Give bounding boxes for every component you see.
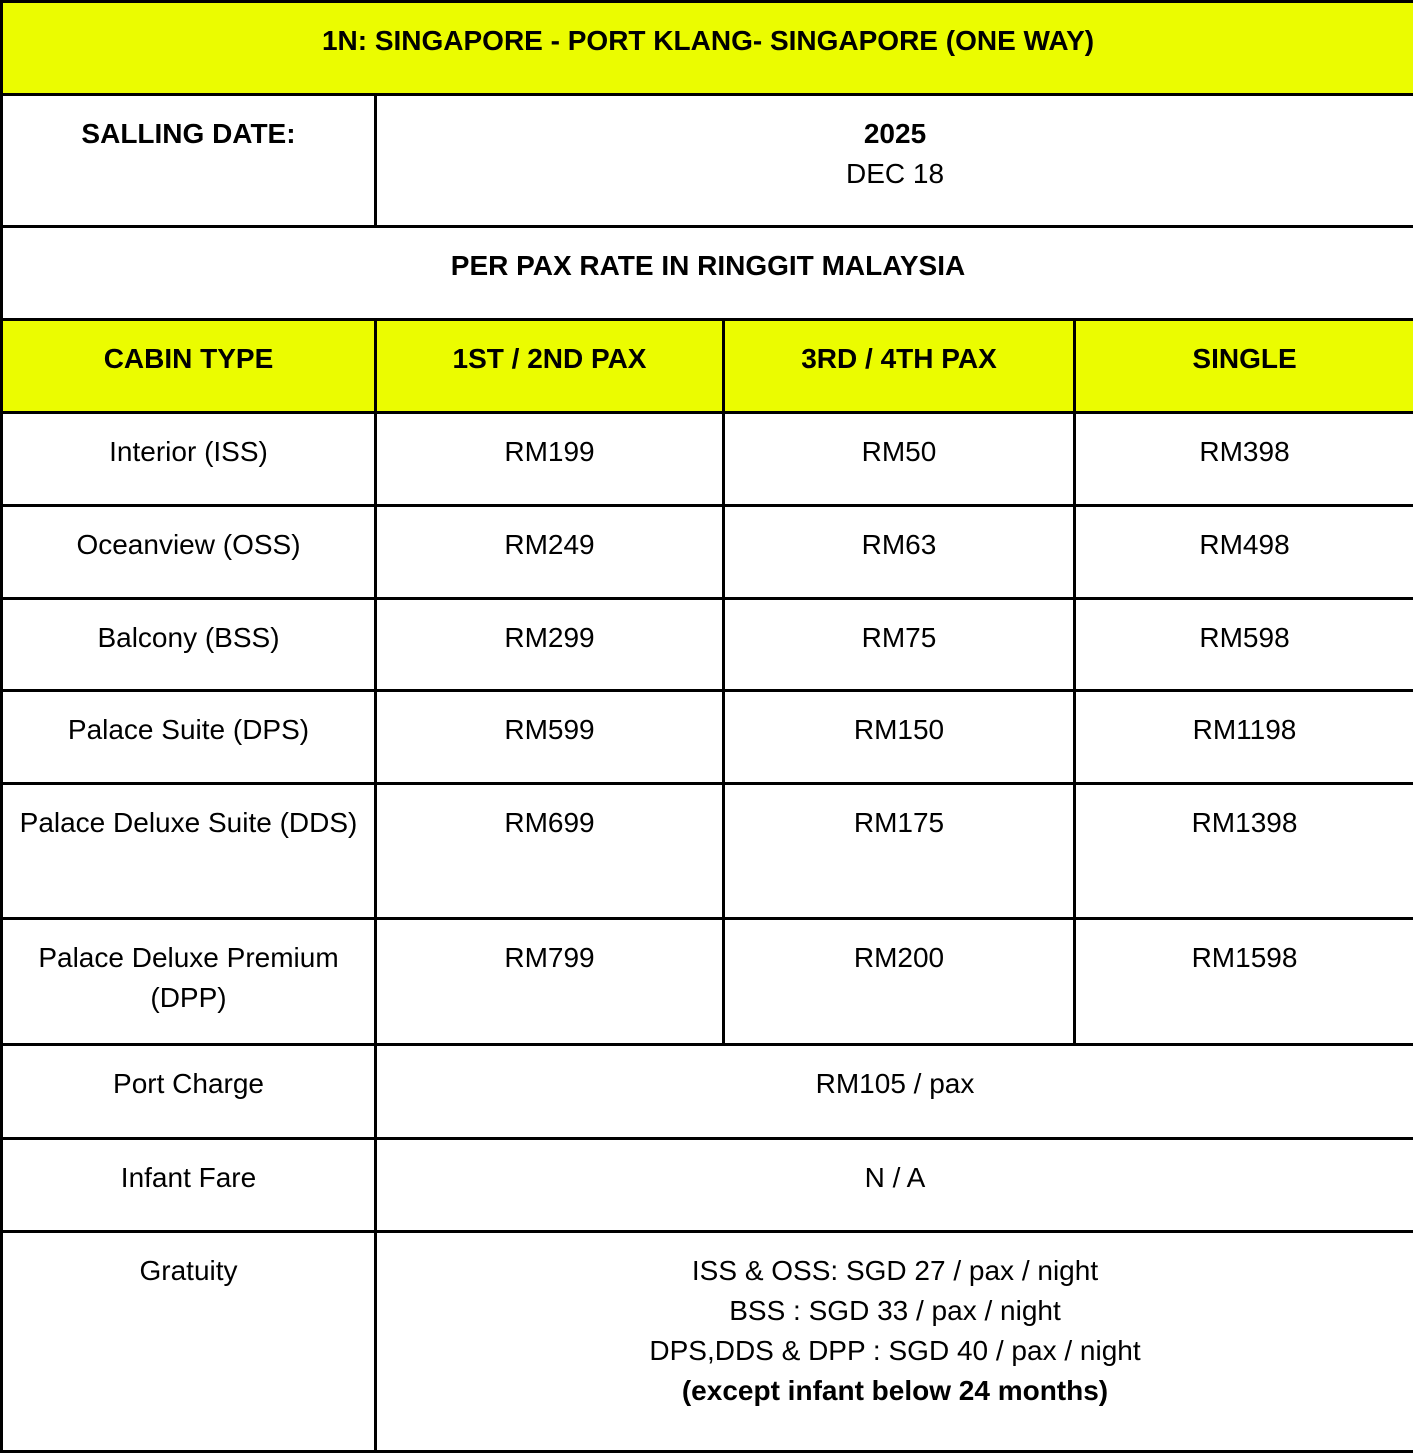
sailing-date-label: SALLING DATE: xyxy=(2,95,376,227)
sailing-date-value xyxy=(376,95,1413,227)
gratuity-line: BSS : SGD 33 / pax / night xyxy=(385,1291,1405,1331)
rate-heading: PER PAX RATE IN RINGGIT MALAYSIA xyxy=(2,227,1413,320)
gratuity-line: DPS,DDS & DPP : SGD 40 / pax / night xyxy=(385,1331,1405,1371)
price-cell-1st-2nd: RM599 xyxy=(376,691,724,784)
cabin-type-cell: Palace Deluxe Premium (DPP) xyxy=(2,919,376,1045)
table-title: 1N: SINGAPORE - PORT KLANG- SINGAPORE (ONE WAY) xyxy=(2,2,1413,95)
cabin-type-cell: Oceanview (OSS) xyxy=(2,506,376,599)
gratuity-note: (except infant below 24 months) xyxy=(385,1371,1405,1411)
price-cell-single: RM598 xyxy=(1075,599,1413,691)
price-cell-3rd-4th: RM150 xyxy=(724,691,1075,784)
extra-row xyxy=(2,1139,1413,1232)
price-cell-single: RM398 xyxy=(1075,413,1413,506)
price-cell-1st-2nd: RM799 xyxy=(376,919,724,1045)
cabin-row xyxy=(2,599,1413,691)
column-header-1st-2nd-pax: 1ST / 2ND PAX xyxy=(376,320,724,413)
cabin-row xyxy=(2,506,1413,599)
cabin-row xyxy=(2,784,1413,919)
price-cell-3rd-4th: RM63 xyxy=(724,506,1075,599)
column-header-row xyxy=(2,320,1413,413)
price-cell-3rd-4th: RM75 xyxy=(724,599,1075,691)
gratuity-line: ISS & OSS: SGD 27 / pax / night xyxy=(385,1251,1405,1291)
cabin-row xyxy=(2,919,1413,1045)
cabin-type-cell: Balcony (BSS) xyxy=(2,599,376,691)
cabin-row xyxy=(2,413,1413,506)
cabin-row xyxy=(2,691,1413,784)
port-charge-label: Port Charge xyxy=(2,1045,376,1139)
gratuity-value xyxy=(376,1232,1413,1452)
cabin-type-cell: Interior (ISS) xyxy=(2,413,376,506)
price-cell-single: RM498 xyxy=(1075,506,1413,599)
sailing-year: 2025 xyxy=(385,114,1405,154)
price-cell-1st-2nd: RM199 xyxy=(376,413,724,506)
price-cell-single: RM1598 xyxy=(1075,919,1413,1045)
gratuity-row xyxy=(2,1232,1413,1452)
price-cell-1st-2nd: RM299 xyxy=(376,599,724,691)
price-cell-3rd-4th: RM175 xyxy=(724,784,1075,919)
price-cell-single: RM1398 xyxy=(1075,784,1413,919)
cabin-type-cell: Palace Deluxe Suite (DDS) xyxy=(2,784,376,919)
infant-fare-value: N / A xyxy=(376,1139,1413,1232)
price-cell-3rd-4th: RM200 xyxy=(724,919,1075,1045)
column-header-cabin-type: CABIN TYPE xyxy=(2,320,376,413)
cabin-type-cell: Palace Suite (DPS) xyxy=(2,691,376,784)
price-cell-1st-2nd: RM249 xyxy=(376,506,724,599)
price-cell-single: RM1198 xyxy=(1075,691,1413,784)
gratuity-label: Gratuity xyxy=(2,1232,376,1452)
extra-row xyxy=(2,1045,1413,1139)
column-header-3rd-4th-pax: 3RD / 4TH PAX xyxy=(724,320,1075,413)
port-charge-value: RM105 / pax xyxy=(376,1045,1413,1139)
sailing-day: DEC 18 xyxy=(385,154,1405,194)
infant-fare-label: Infant Fare xyxy=(2,1139,376,1232)
column-header-single: SINGLE xyxy=(1075,320,1413,413)
price-cell-3rd-4th: RM50 xyxy=(724,413,1075,506)
price-cell-1st-2nd: RM699 xyxy=(376,784,724,919)
